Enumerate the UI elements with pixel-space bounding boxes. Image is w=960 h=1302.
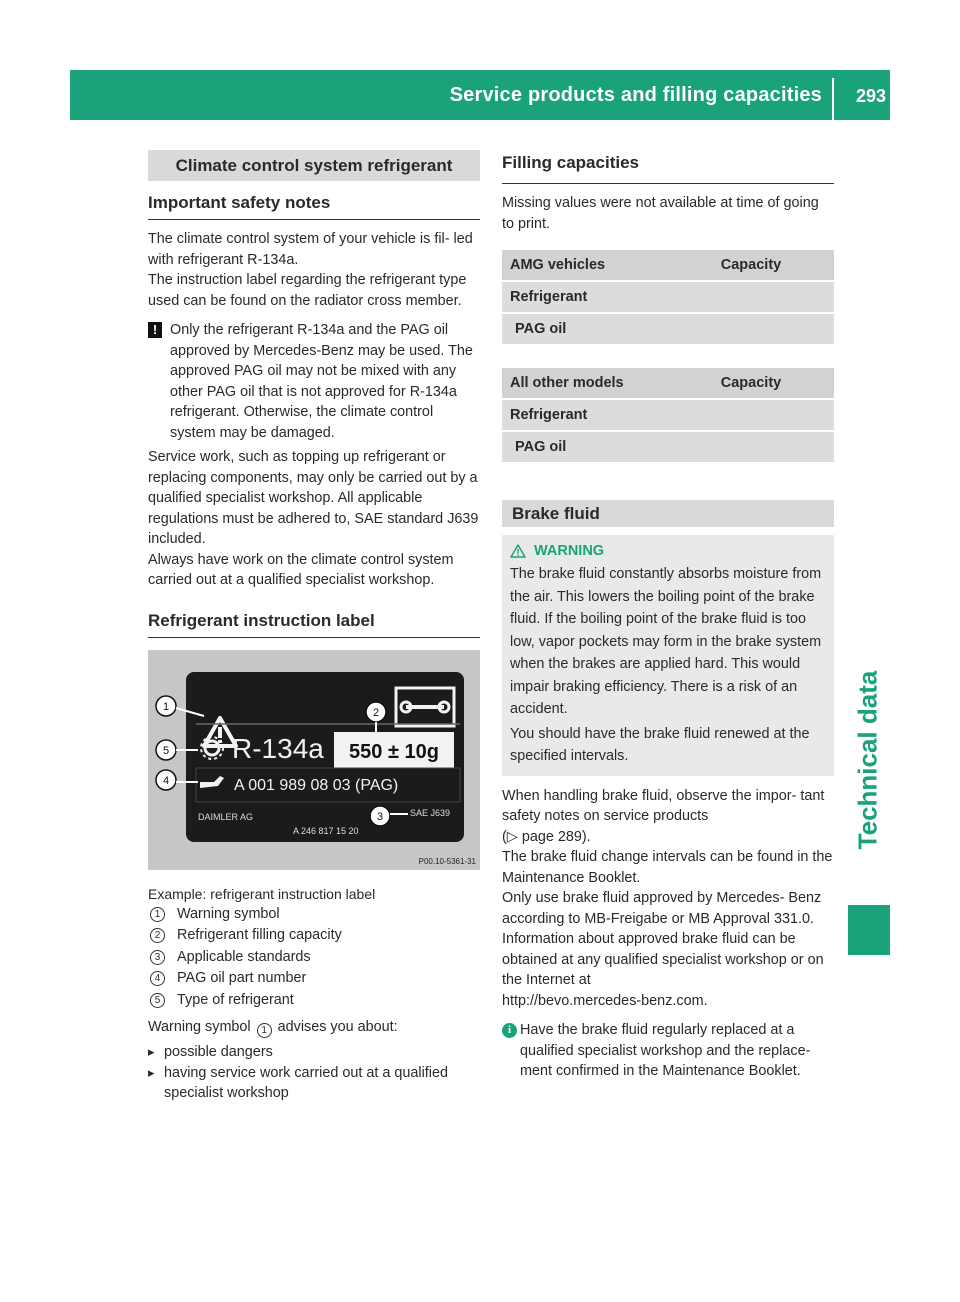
info-text: Have the brake fluid regularly replaced at a qualified specialist workshop and the replace- ment confirmed in the Maintenance Booklet. <box>520 1022 811 1079</box>
warning-box <box>502 535 834 776</box>
left-column <box>148 150 480 1104</box>
advise-post: advises you about: <box>277 1019 398 1035</box>
legend-text: Warning symbol <box>177 905 280 922</box>
legend-text: PAG oil part number <box>177 970 307 986</box>
paragraph: The brake fluid change intervals can be found in the Maintenance Booklet. <box>502 849 833 886</box>
info-note <box>502 1020 834 1082</box>
refrigerant-label-figure <box>148 650 480 870</box>
paragraph: Only use brake fluid approved by Mercedes- Benz according to MB-Freigabe or MB Approval 331.0. <box>502 890 822 927</box>
table-cell-empty <box>668 314 834 344</box>
paragraph: The climate control system of your vehicle is fil- led with refrigerant R-134a. <box>148 231 473 268</box>
brake-fluid-heading: Brake fluid <box>502 500 834 527</box>
legend-text: Refrigerant filling capacity <box>177 927 342 943</box>
table-header-cell: All other models <box>502 368 668 398</box>
other-models-capacity-table <box>502 366 834 464</box>
label-maker: DAIMLER AG <box>198 811 254 822</box>
page-header <box>70 70 890 120</box>
callout-3-label: 3 <box>376 810 384 823</box>
page-number: 293 <box>855 86 886 106</box>
callout-4-label: 4 <box>162 774 170 787</box>
caution-text: Only the refrigerant R-134a and the PAG oil approved by Mercedes-Benz may be used. The approved PAG oil may not be mixed with any other PAG oil that is not approved for R-134a refrigerant. Otherwise, the climate control system may be damaged. <box>170 322 473 441</box>
warning-text: You should have the brake fluid renewed at the specified intervals. <box>510 725 810 764</box>
header-title: Service products and filling capacities <box>449 84 822 106</box>
label-refrigerant: R-134a <box>232 732 324 764</box>
legend-item <box>148 990 480 1012</box>
label-number: A 246 817 15 20 <box>293 825 359 836</box>
right-column <box>502 150 834 1082</box>
table-cell-empty <box>668 432 834 462</box>
page-reference-link[interactable]: (▷ page 289). <box>502 828 591 845</box>
paragraph <box>502 786 834 848</box>
legend-number: 3 <box>150 950 165 965</box>
table-header-cell: AMG vehicles <box>502 250 668 280</box>
legend-item <box>148 925 480 947</box>
safety-heading: Important safety notes <box>148 193 480 220</box>
website-link[interactable]: http://bevo.mercedes-benz.com. <box>502 992 708 1009</box>
table-cell: PAG oil <box>502 432 668 462</box>
paragraph-text: When handling brake fluid, observe the impor- tant safety notes on service products <box>502 787 825 824</box>
image-code: P00.10-5361-31 <box>418 856 476 866</box>
callout-5-label: 5 <box>162 744 170 757</box>
exclamation-icon: ! <box>148 322 162 338</box>
legend-text: Applicable standards <box>177 948 311 965</box>
table-cell: Refrigerant <box>502 400 668 430</box>
side-tab-label <box>846 630 890 890</box>
bullet-item: ▸ possible dangers <box>148 1042 480 1063</box>
refrigerant-label-illustration <box>148 650 480 870</box>
caution-note <box>148 320 480 443</box>
warning-triangle-icon <box>510 544 526 558</box>
label-capacity: 550 ± 10g <box>349 740 439 763</box>
table-cell: PAG oil <box>502 314 668 344</box>
warning-text: The brake fluid constantly absorbs moisture from the air. This lowers the boiling point of the brake fluid. If the boiling point of the brake fluid is too low, vapor pockets may form in the brake system when the brakes are applied hard. This would impair braking efficiency. There is a risk of an accident. <box>510 566 822 717</box>
bullet-item: ▸ having service work carried out at a qualified specialist workshop <box>148 1063 480 1104</box>
legend-number: 4 <box>150 971 165 986</box>
legend-number: 1 <box>150 907 165 922</box>
table-cell-empty <box>668 282 834 312</box>
paragraph: Always have work on the climate control system carried out at a qualified specialist workshop. <box>148 551 454 588</box>
legend-number: 2 <box>150 928 165 943</box>
paragraph <box>502 929 834 1011</box>
table-row <box>502 282 834 312</box>
table-header <box>502 368 834 398</box>
advise-pre: Warning symbol <box>148 1019 251 1035</box>
amg-capacity-table <box>502 248 834 346</box>
callout-1-label: 1 <box>162 700 170 713</box>
table-cell: Refrigerant <box>502 282 668 312</box>
legend-number: 5 <box>150 993 165 1008</box>
table-row <box>502 400 834 430</box>
table-row <box>502 432 834 462</box>
advise-number: 1 <box>257 1023 272 1038</box>
legend-item <box>148 904 480 926</box>
info-icon: i <box>502 1023 517 1038</box>
section-title: Climate control system refrigerant <box>148 150 480 181</box>
missing-values-note: Missing values were not available at time of going to print. <box>502 195 819 232</box>
table-cell-empty <box>668 400 834 430</box>
table-header <box>502 250 834 280</box>
label-part-number: A 001 989 08 03 (PAG) <box>234 776 399 794</box>
legend-text: Type of refrigerant <box>177 991 294 1008</box>
legend-item <box>148 947 480 969</box>
paragraph: Service work, such as topping up refrigerant or replacing components, may only be carried out by a qualified specialist workshop. All applicable regulations must be adhered to, SAE standard J639 included. <box>148 449 479 547</box>
warning-label: WARNING <box>534 543 605 559</box>
warning-title <box>510 543 826 559</box>
label-standard: SAE J639 <box>410 807 451 818</box>
legend-item <box>148 968 480 990</box>
advise-sentence <box>148 1017 480 1038</box>
filling-heading: Filling capacities <box>502 150 834 184</box>
table-header-cell: Capacity <box>668 250 834 280</box>
paragraph-text: Information about approved brake fluid can be obtained at any qualified specialist workshop or on the Internet at <box>502 931 824 988</box>
paragraph: The instruction label regarding the refrigerant type used can be found on the radiator cross member. <box>148 272 467 309</box>
header-divider <box>832 78 834 120</box>
label-heading: Refrigerant instruction label <box>148 611 480 638</box>
side-tab-text: Technical data <box>852 670 883 850</box>
side-tab-marker <box>848 905 890 955</box>
figure-caption: Example: refrigerant instruction label <box>148 885 376 902</box>
callout-2-label: 2 <box>372 706 380 719</box>
table-row <box>502 314 834 344</box>
table-header-cell: Capacity <box>668 368 834 398</box>
legend-list <box>148 904 480 1012</box>
